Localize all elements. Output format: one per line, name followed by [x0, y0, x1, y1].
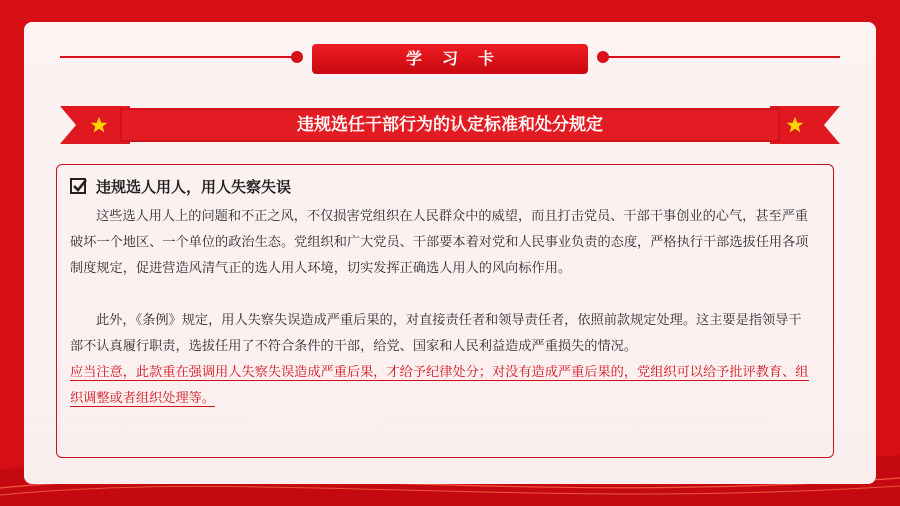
highlight-text: 应当注意，此款重在强调用人失察失误造成严重后果，才给予纪律处分；对没有造成严重后果的，党组织可以给予批评教育、组织调整或者组织处理等。	[70, 365, 809, 406]
ribbon-title: 违规选任干部行为的认定标准和处分规定	[297, 115, 603, 135]
header-line-right	[602, 56, 840, 58]
header-line-left	[60, 56, 298, 58]
header-dot-right	[597, 51, 609, 63]
paragraph-highlight	[70, 360, 810, 412]
section-title: 违规选人用人，用人失察失误	[96, 177, 292, 196]
paragraph-1: 这些选人用人上的问题和不正之风，不仅损害党组织在人民群众中的威望，而且打击党员、干部干事创业的心气，甚至严重破坏一个地区、一个单位的政治生态。党组织和广大党员、干部要本着对党和人民事业负责的态度，严格执行干部选拔任用各项制度规定，促进营造风清气正的选人用人环境，切实发挥正确选人用人的风向标作用。	[70, 209, 809, 276]
paragraph-2: 此外，《条例》规定，用人失察失误造成严重后果的，对直接责任者和领导责任者，依照前款规定处理。这主要是指领导干部不认真履行职责，选拔任用了不符合条件的干部，给党、国家和人民利益造成严重损失的情况。	[70, 313, 802, 354]
section-heading	[70, 174, 291, 198]
study-card-badge: 学习卡	[312, 44, 588, 74]
checkbox-checked-icon	[70, 178, 86, 194]
header-dot-left	[291, 51, 303, 63]
title-ribbon	[60, 106, 840, 144]
